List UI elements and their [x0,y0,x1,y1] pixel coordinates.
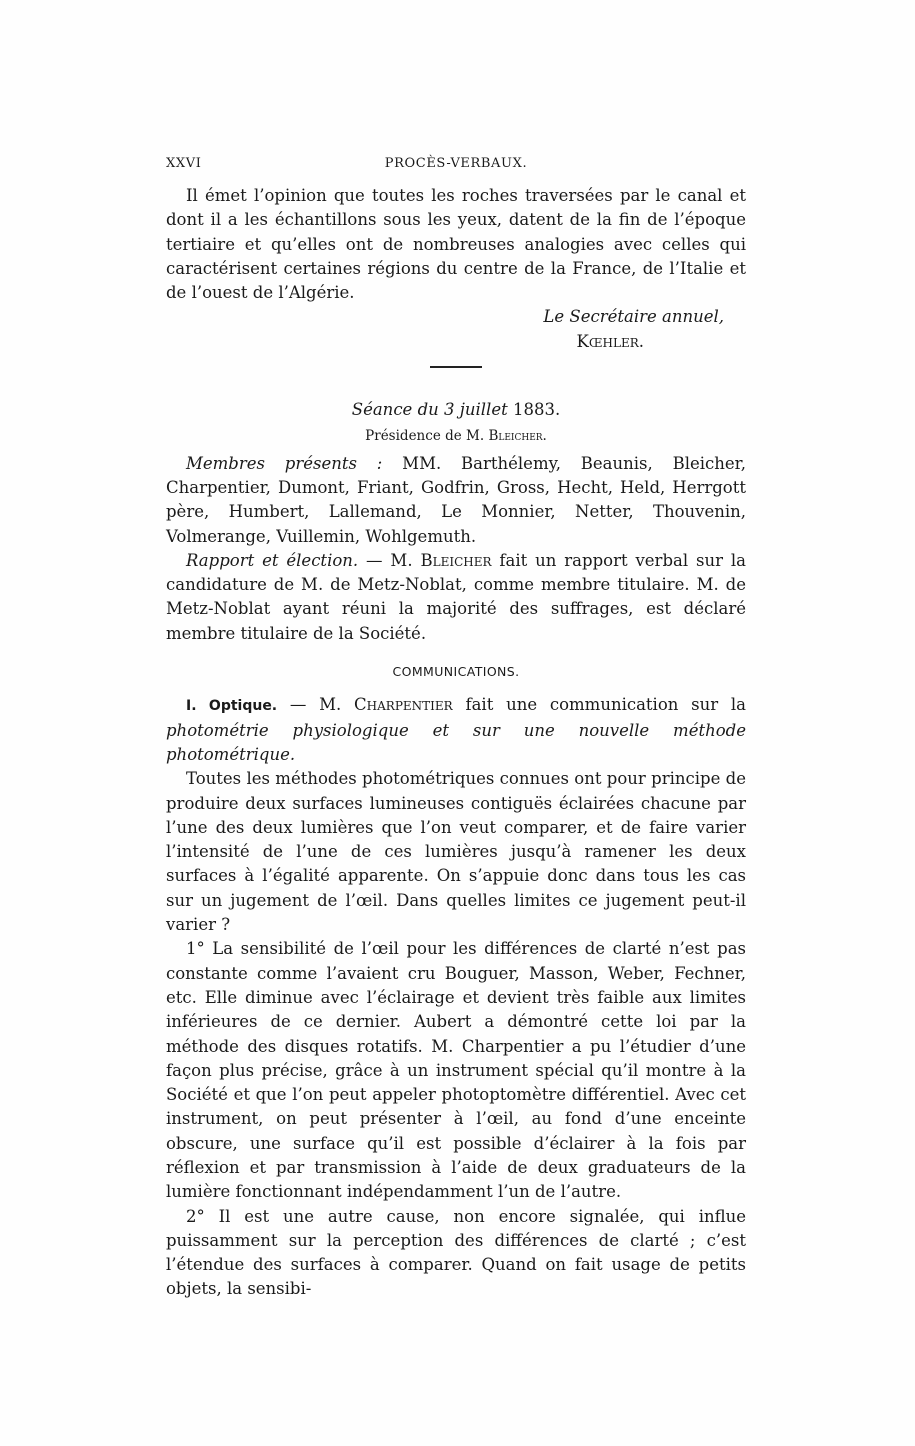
membres-label: Membres présents : [186,453,383,473]
rapport-name: Bleicher [420,550,492,570]
membres-paragraph [166,452,746,549]
intro-paragraph: Il émet l’opinion que toutes les roches traversées par le canal et dont il a les échantillons sous les yeux, datent de la fin de l’époque tertiaire et qu’elles ont de nombreuses analogies avec celles qui caractérisent certaines régions du centre de la France, de l’Italie et de l’ouest de l’Algérie. [166,186,746,303]
rapport-paragraph [166,549,746,646]
page-header [166,156,746,178]
optique-text: fait une communication sur la [452,695,747,715]
page-number: XXVI [166,156,202,171]
optique-label: I. Optique. [186,698,278,715]
running-title: PROCÈS-VERBAUX. [384,156,528,171]
signature-name: Kœhler. [576,331,644,351]
seance-title-year: 1883. [507,400,561,420]
rapport-text: fait un rapport verbal sur la candidature de M. de Metz-Noblat, comme membre titulaire. M. de Metz-Noblat ayant réuni la majorité des suffrages, est déclaré membre titulaire de la Société. [166,550,746,643]
signature-title: Le Secrétaire annuel, [543,307,724,327]
optique-title: photométrie physiologique et sur une nouvelle méthode photométrique. [166,720,746,764]
communications-heading: COMMUNICATIONS. [392,664,520,680]
page-body [166,184,746,1302]
presidence-name: Bleicher. [488,428,547,445]
optique-dash: — M. [277,695,355,715]
seance-title-date: Séance du 3 juillet [351,400,508,420]
sensitivity-paragraph: 1° La sensibilité de l’œil pour les différences de clarté n’est pas constante comme l’avaient cru Bouguer, Masson, Weber, Fechner, etc. Elle diminue avec l’éclairage et devient très faible aux limites inférieures de ce dernier. Aubert a démontré cette loi par la méthode des disques rotatifs. M. Charpentier a pu l’étudier d’une façon plus précise, grâce à un instrument spécial qu’il montre à la Société et que l’on peut appeler photoptomètre différentiel. Avec cet instrument, on peut présenter à l’œil, au fond d’une enceinte obscure, une surface qu’il est possible d’éclairer à la fois par réflexion et par transmission à l’aide de deux graduateurs de la lumière fonctionnant indépendamment l’un de l’autre. [166,939,746,1202]
optique-name: Charpentier [354,695,453,715]
optique-paragraph [166,693,746,767]
section-rule [430,366,482,368]
photometry-paragraph: Toutes les méthodes photométriques connues ont pour principe de produire deux surfaces lumineuses contiguës éclairées chacune par l’une des deux lumières que l’on veut comparer, et de faire varier l’intensité de l’une de ces lumières jusqu’à ramener les deux surfaces à l’égalité apparente. On s’appuie donc dans tous les cas sur un jugement de l’œil. Dans quelles limites ce jugement peut-il varier ? [166,769,746,935]
seance-title [166,398,746,422]
surface-paragraph: 2° Il est une autre cause, non encore signalée, qui influe puissamment sur la perception des différences de clarté ; c’est l’étendue des surfaces à comparer. Quand on fait usage de petits objets, la sensibi- [166,1206,746,1299]
membres-text: MM. Barthélemy, Beaunis, Bleicher, Charpentier, Dumont, Friant, Godfrin, Gross, Hecht, Held, Herrgott père, Humbert, Lallemand, Le Monnier, Netter, Thouvenin, Volmerange, Vuillemin, Wohlgemuth. [166,453,746,546]
rapport-dash: — M. [358,550,421,570]
rapport-label: Rapport et élection. [186,550,359,570]
presidence-prefix: Présidence de M. [365,428,489,445]
presidence-line [166,424,746,448]
